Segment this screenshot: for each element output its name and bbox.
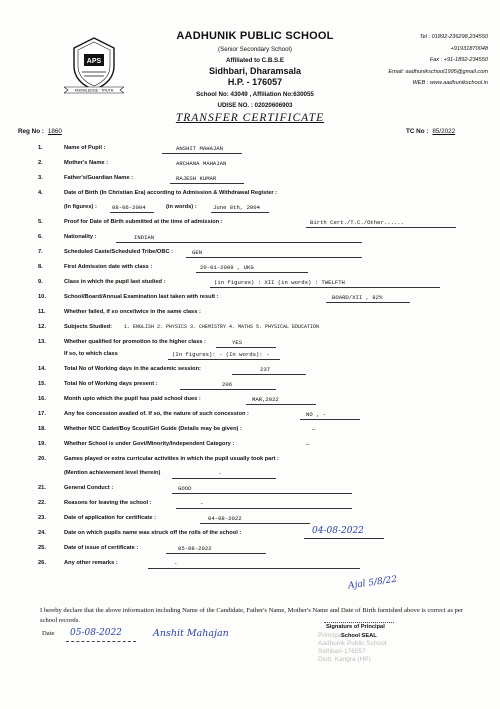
row-16: 16. Month upto which the pupil has paid school dues : MAR,2022 (0, 396, 500, 408)
activities-value: - (218, 470, 222, 477)
signature-of-principal-label: Signature of Principal (326, 624, 385, 630)
conduct-value: GOOD (178, 485, 192, 492)
school-seal-stamp: Principal Aadhunik Public School Sidhbari-176057 Distt. Kangra (HP) (318, 632, 387, 663)
promotion-value: YES (232, 339, 243, 346)
subjects-value: 1. ENGLISH 2. PHYSICS 3. CHEMISTRY 4. MATHS 5. PHYSICAL EDUCATION (124, 324, 320, 330)
contact-fax: Fax : +91-1892-234550 (429, 57, 488, 63)
contact-email: Email: aadhunikschool1995@gmail.com (388, 68, 488, 75)
pupil-signature: Anshit Mahajan (153, 628, 229, 639)
dues-paid-value: MAR,2022 (252, 396, 279, 403)
fee-concession-value: NO , - (306, 411, 327, 418)
row-2: 2. Mother's Name : ARCHANA MAHAJAN (38, 160, 227, 167)
leaving-reason-value: - (200, 500, 204, 507)
contact-tel: Tel : 01892-236298,234550 (419, 34, 488, 40)
days-present-value: 206 (222, 381, 233, 388)
category-value: GEN (192, 249, 203, 256)
school-address-line2: H.P. - 176057 (227, 77, 283, 87)
school-logo-icon (70, 36, 118, 92)
row-6: 6. Nationality : INDIAN (0, 234, 500, 246)
row-13: 13. Whether qualified for promotion to the higher class : YES (0, 339, 500, 351)
row-23: 23. Date of application for certificate : 04-08-2022 (0, 515, 500, 527)
date-label: Date (42, 630, 55, 637)
principal-signature: Ajal 5/8/22 (347, 574, 398, 592)
row-25: 25. Date of issue of certificate : 05-08-2022 (0, 545, 500, 557)
school-affiliation: Affiliated to C.B.S.E (225, 57, 285, 64)
reg-number-value: 1860 (47, 128, 62, 135)
row-12: 12. Subjects Studied: 1. ENGLISH 2. PHYSICS 3. CHEMISTRY 4. MATHS 5. PHYSICAL EDUCATION (38, 324, 320, 330)
struck-off-date-value: 04-08-2022 (312, 526, 364, 536)
contact-block (348, 32, 488, 90)
row-19: 19. Whether School is under Govt/Minority/Independent Category : — (38, 441, 310, 448)
row-18: 18. Whether NCC Cadet/Boy Scout/Girl Guide (Details may be given) : — (38, 426, 316, 433)
working-days-value: 237 (260, 366, 271, 373)
first-admission-value: 20-01-2009 , UKG (200, 264, 254, 271)
school-seal-label: School SEAL (341, 633, 377, 639)
logo-motto: KNOWLEDGE · TRUTH (74, 88, 114, 93)
certificate-title: TRANSFER CERTIFICATE (175, 112, 325, 124)
exam-result-value: BOARD/XII , 82% (332, 294, 383, 301)
row-4: 4. Date of Birth (In Christian Era) according to Admission & Withdrawal Register : (38, 190, 278, 196)
pupil-name-value: ANSHIT MAHAJAN (176, 145, 223, 152)
school-address-line1: Sidhbari, Dharamsala (208, 66, 302, 76)
nationality-value: INDIAN (134, 234, 155, 241)
school-name: AADHUNIK PUBLIC SCHOOL (176, 30, 334, 42)
row-17: 17. Any fee concession availed of. If so, the nature of such concession : NO , - (0, 411, 500, 423)
row-22: 22. Reasons for leaving the school : - (0, 500, 500, 512)
mother-name-value: ARCHANA MAHAJAN (176, 160, 227, 167)
dob-figures-value: 08-06-2004 (112, 204, 146, 211)
tc-number: TC No : 85/2022 (406, 128, 456, 135)
row-3: 3. Father's/Guardian Name : RAJESH KUMAR (0, 175, 500, 187)
row-20-detail: (Mention achievement level therein) - (0, 470, 500, 482)
last-class-value: (in figures) : XII (in words) : TWELFTH (214, 279, 345, 286)
date-value: 05-08-2022 (70, 628, 122, 638)
issue-date-value: 05-08-2022 (178, 545, 212, 552)
ncc-value: — (312, 426, 316, 433)
tc-number-value: 85/2022 (432, 128, 456, 135)
contact-mobile: +91931870048 (450, 45, 488, 52)
svg-text:APS: APS (86, 58, 102, 65)
school-category-value: — (306, 441, 310, 448)
row-15: 15. Total No of Working days present : 206 (0, 381, 500, 393)
row-5: 5. Proof for Date of Birth submitted at the time of admission : Birth Cert./T.C./Other...... (0, 219, 500, 231)
application-date-value: 04-08-2022 (208, 515, 242, 522)
row-8: 8. First Admission date with class : 20-01-2009 , UKG (0, 264, 500, 276)
school-type: (Senior Secondary School) (218, 46, 292, 53)
dob-words-value: June 8th, 2004 (213, 204, 260, 211)
contact-web: WEB : www.aadhunikschool.in (412, 80, 488, 86)
row-1: 1. Name of Pupil : ANSHIT MAHAJAN (0, 145, 500, 157)
reg-number: Reg No : 1860 (18, 128, 62, 135)
row-10: 10. School/Board/Annual Examination last taken with result : BOARD/XII , 82% (0, 294, 500, 306)
remarks-value: - (174, 560, 178, 567)
school-header (130, 30, 380, 109)
dob-proof-value: Birth Cert./T.C./Other...... (310, 219, 404, 226)
row-label: Name of Pupil : (64, 145, 106, 151)
row-20: 20. Games played or extra curricular activities in which the pupil usually took part : (38, 456, 279, 462)
logo-banner-icon (64, 86, 124, 94)
promotion-class-value: (In figures): - (In words): - (172, 351, 270, 358)
row-21: 21. General Conduct : GOOD (0, 485, 500, 497)
row-26: 26. Any other remarks : - (0, 560, 500, 572)
declaration-text: I hereby declare that the above information including Name of the Candidate, Father's Name, Mother's Name and Date of Birth furnished above is correct as per school records. (40, 607, 463, 624)
father-name-value: RAJESH KUMAR (176, 175, 217, 182)
row-9: 9. Class in which the pupil last studied : (in figures) : XII (in words) : TWELFTH (0, 279, 500, 291)
row-13-detail: If so, to which class (In figures): - (In words): - (0, 351, 500, 363)
row-14: 14. Total No of Working days in the academic session: 237 (0, 366, 500, 378)
row-11: 11. Whether failed, if so once/twice in the same class : (38, 309, 201, 315)
row-7: 7. Scheduled Caste/Scheduled Tribe/OBC : GEN (0, 249, 500, 261)
school-udise: UDISE NO. : 02020606903 (217, 102, 293, 109)
school-number: School No: 43049 , Affiliation No:630055 (196, 91, 314, 98)
row-24: 24. Date on which pupils name was struck off the rolls of the school : 04-08-2022 (0, 530, 500, 542)
row-4-detail: (In figures) : 08-06-2004 (in words) : June 8th, 2004 (0, 204, 500, 216)
